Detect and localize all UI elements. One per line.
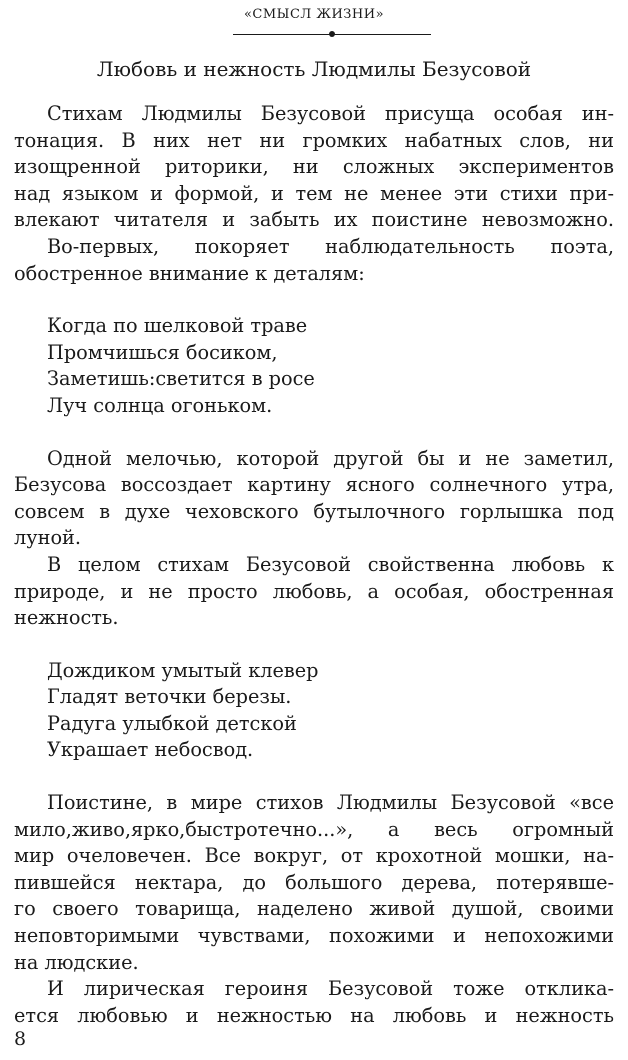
page-number: 8 [14, 1028, 27, 1050]
text-line: влекают читателя и забыть их поистине невозможно. [14, 208, 614, 232]
paragraph-1 [14, 101, 614, 234]
poem-line: Промчишься босиком, [47, 340, 278, 364]
text-line: И лирическая героиня Безусовой тоже отклика- [47, 977, 614, 1001]
text-line: го своего товарища, наделено живой душой, своими [14, 897, 614, 921]
text-line: природе, и не просто любовь, а особая, обостренная [14, 579, 614, 603]
body-text [14, 101, 614, 1029]
book-page [14, 0, 614, 1060]
paragraph-5 [14, 790, 614, 976]
text-line: над языком и формой, и тем не менее эти стихи при- [14, 181, 614, 205]
poem-line: Луч солнца огоньком. [47, 393, 273, 417]
text-line: Стихам Людмилы Безусовой присуща особая ин- [47, 102, 614, 125]
text-line: обостренное внимание к деталям: [14, 261, 365, 285]
text-line: В целом стихам Безусовой свойственна любовь к [47, 552, 614, 576]
text-line: на людские. [14, 950, 139, 974]
poem-stanza-2 [47, 658, 614, 764]
poem-line: Радуга улыбкой детской [47, 711, 297, 735]
text-line: тонация. В них нет ни громких набатных слов, ни [14, 128, 614, 152]
text-line: Поистине, в мире стихов Людмилы Безусовой «все [47, 791, 614, 815]
text-line: нежность. [14, 606, 119, 630]
paragraph-6 [14, 976, 614, 1029]
paragraph-4 [14, 552, 614, 632]
text-line: Одной мелочью, которой другой бы и не заметил, [47, 446, 614, 470]
text-line: Во-первых, покоряет наблюдательность поэта, [47, 234, 614, 258]
text-line: неповторимыми чувствами, похожими и непохожими [14, 924, 614, 948]
paragraph-3 [14, 446, 614, 552]
poem-line: Когда по шелковой траве [47, 314, 308, 338]
text-line: Безусова воссоздает картину ясного солнечного утра, [14, 473, 614, 497]
paragraph-2 [14, 234, 614, 287]
text-line: изощренной риторики, ни сложных экспериментов [14, 155, 614, 179]
text-line: совсем в духе чеховского бутылочного горлышка под [14, 499, 614, 523]
text-line: мир очеловечен. Все вокруг, от крохотной мошки, на- [14, 844, 614, 868]
header-ornament-dot [329, 31, 335, 37]
running-header: «СМЫСЛ ЖИЗНИ» [243, 7, 385, 22]
poem-line: Заметишь:светится в росе [47, 367, 315, 391]
poem-line: Гладят веточки березы. [47, 685, 292, 709]
poem-stanza-1 [47, 313, 614, 419]
chapter-title: Любовь и нежность Людмилы Безусовой [96, 57, 532, 81]
text-line: ется любовью и нежностью на любовь и нежность [14, 1003, 614, 1027]
text-line: пившейся нектара, до большого дерева, потерявше- [14, 870, 614, 894]
text-line: мило,живо,ярко,быстротечно...», а весь огромный [14, 817, 614, 841]
poem-line: Дождиком умытый клевер [47, 658, 319, 682]
text-line: луной. [14, 526, 82, 550]
poem-line: Украшает небосвод. [47, 738, 254, 762]
